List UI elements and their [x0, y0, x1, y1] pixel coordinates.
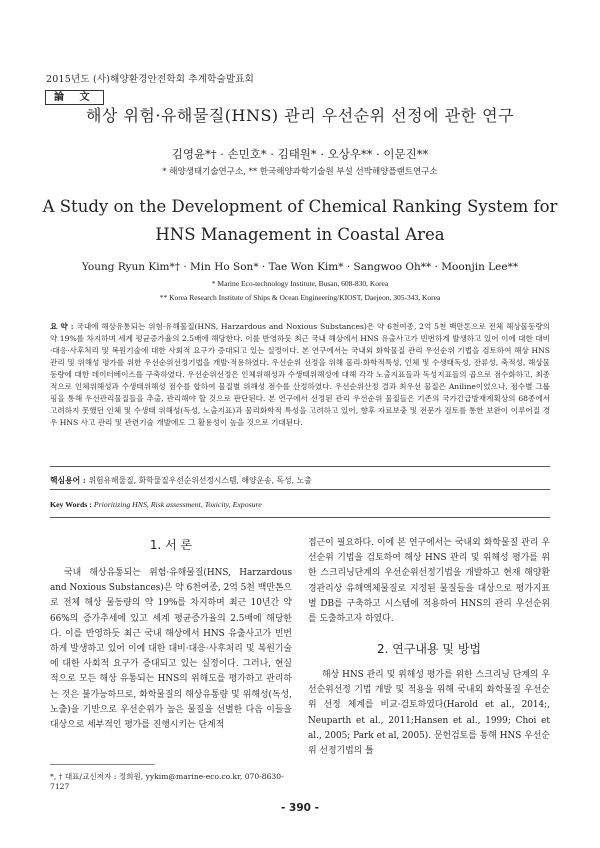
footnote: *, † 대표/교신저자 : 정희원, yykim@marine-eco.co.kr, 070-8630-7127 [50, 772, 284, 791]
korean-keywords-value: 위험유해물질, 화학물질우선순위선정시스템, 해양운송, 독성, 노출 [88, 476, 312, 485]
korean-title: 해상 위험·유해물질(HNS) 관리 우선순위 선정에 관한 연구 [85, 106, 515, 125]
conference-header: 2015년도 (사)해양환경안전학회 추계학술발표회 [46, 74, 255, 85]
english-title: A Study on the Development of Chemical Ranking System for HNS Management in Coastal Area [42, 197, 558, 244]
english-authors: Young Ryun Kim*† · Min Ho Son* · Tae Won Kim* · Sangwoo Oh** · Moonjin Lee** [81, 261, 519, 273]
english-affiliation-1: * Marine Eco-technology Institute, Busan, 608-830, Korea [211, 279, 389, 288]
section-1-paragraph: 국내 해상유통되는 위험·유해물질(HNS, Harzardous and Noxious Substances)은 약 6천여종, 2억 5천 백만톤으로 전체 해상 물동량의 약 19%를 차지하며 최근 10년간 약 66%의 증가추세에 있고 세계 평균증가율의 2.5배에 해당한다. 이를 반영하듯 최근 국내 해상에서 HNS 유출사고가 빈번하게 발생하고 있어 이에 대한 대비·대응·사후처리 및 복원기술에 대한 사회적 요구가 증대되고 있는 실정이다. 그러나, 현실적으로 모든 해상 유통되는 HNS의 위해도를 평가하고 관리하는 것은 불가능하므로, 화학물질의 해상유통량 및 위해성(독성, 노출)을 기반으로 우선순위가 높은 물질을 선별한 다음 이들을 대상으로 세부적인 평가를 진행시키는 단계적 [50, 568, 292, 731]
section-1-heading: 1. 서 론 [149, 538, 193, 552]
english-keywords [50, 500, 550, 509]
abstract-label: 요 약 : [50, 322, 77, 331]
divider-middle [50, 489, 550, 490]
abstract [50, 321, 550, 429]
page-number: - 390 - [281, 802, 319, 814]
divider-top [50, 466, 550, 467]
korean-affiliation: * 해양생태기술연구소, ** 한국해양과학기술원 부설 선박해양플랜트연구소 [162, 167, 438, 177]
paper-type-label: 論 文 [45, 90, 104, 105]
english-affiliation-2: ** Korea Research Institute of Ships & Ocean Engineering/KIOST, Daejeon, 305-343, Korea [159, 293, 441, 302]
footnote-divider [50, 764, 155, 765]
section-1-continued [308, 536, 550, 627]
section-2-paragraph: 해상 HNS 관리 및 위해성 평가를 위한 스크리닝 단계의 우선순위선정 기법 개발 및 적용을 위해 국내외 화학물질 우선순위 선정 체계를 비교·검토하였다(Harold et al., 2014;, Neuparth et al., 2011;Hansen et al., 1999; Choi et al., 2005; Park et al, 2005). 문헌검토를 통해 HNS 우선순위 선정기법의 틀 [308, 670, 550, 757]
section-2-text [308, 668, 550, 759]
english-keywords-label: Key Words : [50, 500, 94, 509]
korean-keywords [50, 475, 550, 486]
section-1-text [50, 566, 292, 733]
divider-bottom [50, 517, 550, 518]
section-1-continued-paragraph: 접근이 필요하다. 이에 본 연구에서는 국내외 화학물질 관리 우선순위 기법을 검토하여 해상 HNS 관리 및 위해성 평가를 위한 스크리닝단계의 우선순위선정기법을 개발하고 현재 해양환경관리상 유해액체물질로 지정된 물질들을 대상으로 평가지표별 DB를 구축하고 시스템에 적용하여 HNS의 관리 우선순위를 도출하고자 하였다. [308, 538, 550, 625]
section-2-heading: 2. 연구내용 및 방법 [376, 642, 482, 656]
abstract-text: 국내에 해상유통되는 위험·유해물질(HNS, Harzardous and Noxious Substances)은 약 6천여종, 2억 5천 백만톤으로 전체 해상물동량의 약 19%를 차지하며 세계 평균증가율의 2.5배에 해당한다. 이를 반영하듯 최근 국내 해상에서 HNS 유출사고가 빈번하게 발생하고 있어 이에 대한 대비·대응·사후처리 및 복원기술에 대한 사회적 요구가 증대되고 있는 실정이다. 본 연구에서는 국내외 화학물질 관리 우선순위 기법을 검토하여 해상 HNS 관리 및 위해성 평가를 위한 우선순위선정기법을 개발·적용하였다. 우선순위 선정을 위해 물리·화학적특성, 인체 및 수생태독성, 잔류성, 축적성, 해상물동량에 대한 데이터베이스를 구축하였다. 우선순위선정은 인체위해성과 수생태위해성에 대해 각각 노출지표들과 독성지표들의 곱으로 점수화하고, 최종적으로 인체위해성과 수생태위해성 점수를 합하여 물질별 위해성 점수를 산정하였다. 우선순위산정 결과 최우선 물질은 Aniline이었으나, 점수별 그룹핑을 통해 우선관리물질들을 추출, 관리해야 할 것으로 판단된다. 본 연구에서 선정된 관리 우선순위 물질들은 기존의 국가긴급방재계획상의 68종에서 고려하지 못했던 인체 및 수생태 위해성(독성, 노출지표)과 물리화학적 특성을 고려하고 있어, 향후 자료보충 및 전문가 검토를 통한 보완이 이루어질 경우 HNS 사고 관리 및 관련기술 개발에도 그 활용성이 높을 것으로 기대된다. [50, 322, 550, 428]
korean-keywords-label: 핵심용어 : [50, 476, 89, 485]
english-keywords-value: Prioritizing HNS, Risk assessment, Toxicity, Exposure [93, 500, 262, 509]
korean-authors: 김영윤*† · 손민호* · 김태원* · 오상우** · 이문진** [171, 147, 429, 161]
